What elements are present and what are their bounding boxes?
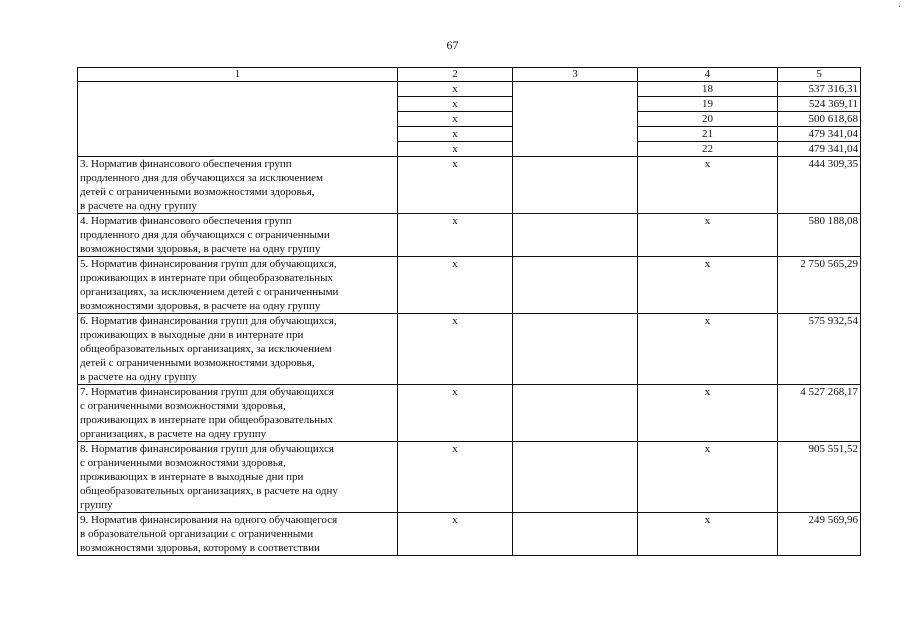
description-line: 3. Норматив финансового обеспечения групп: [80, 158, 292, 170]
header-col-3: 3: [513, 68, 638, 82]
cell-col-2: x: [398, 157, 513, 214]
description-line: продленного дня для обучающихся за исключением: [80, 172, 323, 184]
description-line: в образовательной организации с ограниченными: [80, 528, 314, 540]
cell-col-5: 524 369,11: [778, 97, 861, 112]
table-row: [78, 314, 861, 385]
cell-col-5: 4 527 268,17: [778, 385, 861, 442]
description-line: проживающих в интернате в выходные дни при: [80, 471, 304, 483]
table-row: [78, 157, 861, 214]
description-line: 5. Норматив финансирования групп для обучающихся,: [80, 258, 337, 270]
description-line: общеобразовательных организациях, в расчете на одну: [80, 485, 338, 497]
cell-col-4: x: [638, 513, 778, 556]
cell-col-3: [513, 214, 638, 257]
description-line: проживающих в выходные дни в интернате при: [80, 329, 304, 341]
description-line: в расчете на одну группу: [80, 371, 197, 383]
description-line: возможностями здоровья, в расчете на одну группу: [80, 300, 321, 312]
cell-col-3: [513, 257, 638, 314]
table-row: [78, 385, 861, 442]
continued-col-3-cell: [513, 82, 638, 157]
cell-col-5: 905 551,52: [778, 442, 861, 513]
description-line: возможностями здоровья, в расчете на одну группу: [80, 243, 321, 255]
cell-col-4: 19: [638, 97, 778, 112]
normative-description: [78, 257, 398, 314]
description-line: продленного дня для обучающихся с ограниченными: [80, 229, 330, 241]
cell-col-4: 22: [638, 142, 778, 157]
description-line: 4. Норматив финансового обеспечения групп: [80, 215, 292, 227]
header-col-1: 1: [78, 68, 398, 82]
description-line: проживающих в интернате при общеобразовательных: [80, 414, 334, 426]
cell-col-5: 479 341,04: [778, 142, 861, 157]
cell-col-3: [513, 157, 638, 214]
cell-col-2: x: [398, 82, 513, 97]
cell-col-5: 249 569,96: [778, 513, 861, 556]
description-line: с ограниченными возможностями здоровья,: [80, 400, 286, 412]
normative-description: [78, 385, 398, 442]
description-line: с ограниченными возможностями здоровья,: [80, 457, 286, 469]
cell-col-5: 500 618,68: [778, 112, 861, 127]
description-line: детей с ограниченными возможностями здоровья,: [80, 186, 315, 198]
description-line: в расчете на одну группу: [80, 200, 197, 212]
cell-col-5: 2 750 565,29: [778, 257, 861, 314]
table-row: [78, 214, 861, 257]
cell-col-2: x: [398, 385, 513, 442]
normatives-table: [77, 67, 861, 556]
cell-col-3: [513, 385, 638, 442]
description-line: организациях, за исключением детей с ограниченными: [80, 286, 339, 298]
normative-description: [78, 214, 398, 257]
description-line: 6. Норматив финансирования групп для обучающихся,: [80, 315, 337, 327]
cell-col-4: 20: [638, 112, 778, 127]
description-line: 8. Норматив финансирования групп для обучающихся: [80, 443, 334, 455]
description-line: 9. Норматив финансирования на одного обучающегося: [80, 514, 338, 526]
description-line: детей с ограниченными возможностями здоровья,: [80, 357, 315, 369]
description-line: группу: [80, 499, 113, 511]
cell-col-2: x: [398, 513, 513, 556]
cell-col-2: x: [398, 142, 513, 157]
description-line: 7. Норматив финансирования групп для обучающихся: [80, 386, 334, 398]
cell-col-2: x: [398, 214, 513, 257]
header-row: [78, 68, 861, 82]
cell-col-2: x: [398, 97, 513, 112]
corner-mark: .: [898, 0, 901, 10]
cell-col-4: x: [638, 442, 778, 513]
normative-description: [78, 513, 398, 556]
cell-col-4: x: [638, 385, 778, 442]
cell-col-4: x: [638, 314, 778, 385]
cell-col-5: 537 316,31: [778, 82, 861, 97]
page-number: 67: [446, 38, 459, 52]
cell-col-5: 479 341,04: [778, 127, 861, 142]
table-row: [78, 82, 861, 97]
cell-col-5: 580 188,08: [778, 214, 861, 257]
cell-col-4: 18: [638, 82, 778, 97]
continued-description-cell: [78, 82, 398, 157]
cell-col-2: x: [398, 127, 513, 142]
header-col-4: 4: [638, 68, 778, 82]
cell-col-3: [513, 314, 638, 385]
normative-description: [78, 442, 398, 513]
table-row: [78, 442, 861, 513]
cell-col-4: x: [638, 257, 778, 314]
cell-col-2: x: [398, 112, 513, 127]
table-row: [78, 257, 861, 314]
cell-col-5: 575 932,54: [778, 314, 861, 385]
header-col-2: 2: [398, 68, 513, 82]
table-row: [78, 513, 861, 556]
description-line: возможностями здоровья, которому в соответствии: [80, 542, 320, 554]
cell-col-4: 21: [638, 127, 778, 142]
cell-col-2: x: [398, 314, 513, 385]
cell-col-4: x: [638, 157, 778, 214]
cell-col-3: [513, 513, 638, 556]
normative-description: [78, 157, 398, 214]
cell-col-5: 444 309,35: [778, 157, 861, 214]
cell-col-2: x: [398, 257, 513, 314]
description-line: общеобразовательных организациях, за исключением: [80, 343, 332, 355]
header-col-5: 5: [778, 68, 861, 82]
cell-col-4: x: [638, 214, 778, 257]
description-line: организациях, в расчете на одну группу: [80, 428, 267, 440]
normative-description: [78, 314, 398, 385]
description-line: проживающих в интернате при общеобразовательных: [80, 272, 334, 284]
cell-col-2: x: [398, 442, 513, 513]
cell-col-3: [513, 442, 638, 513]
